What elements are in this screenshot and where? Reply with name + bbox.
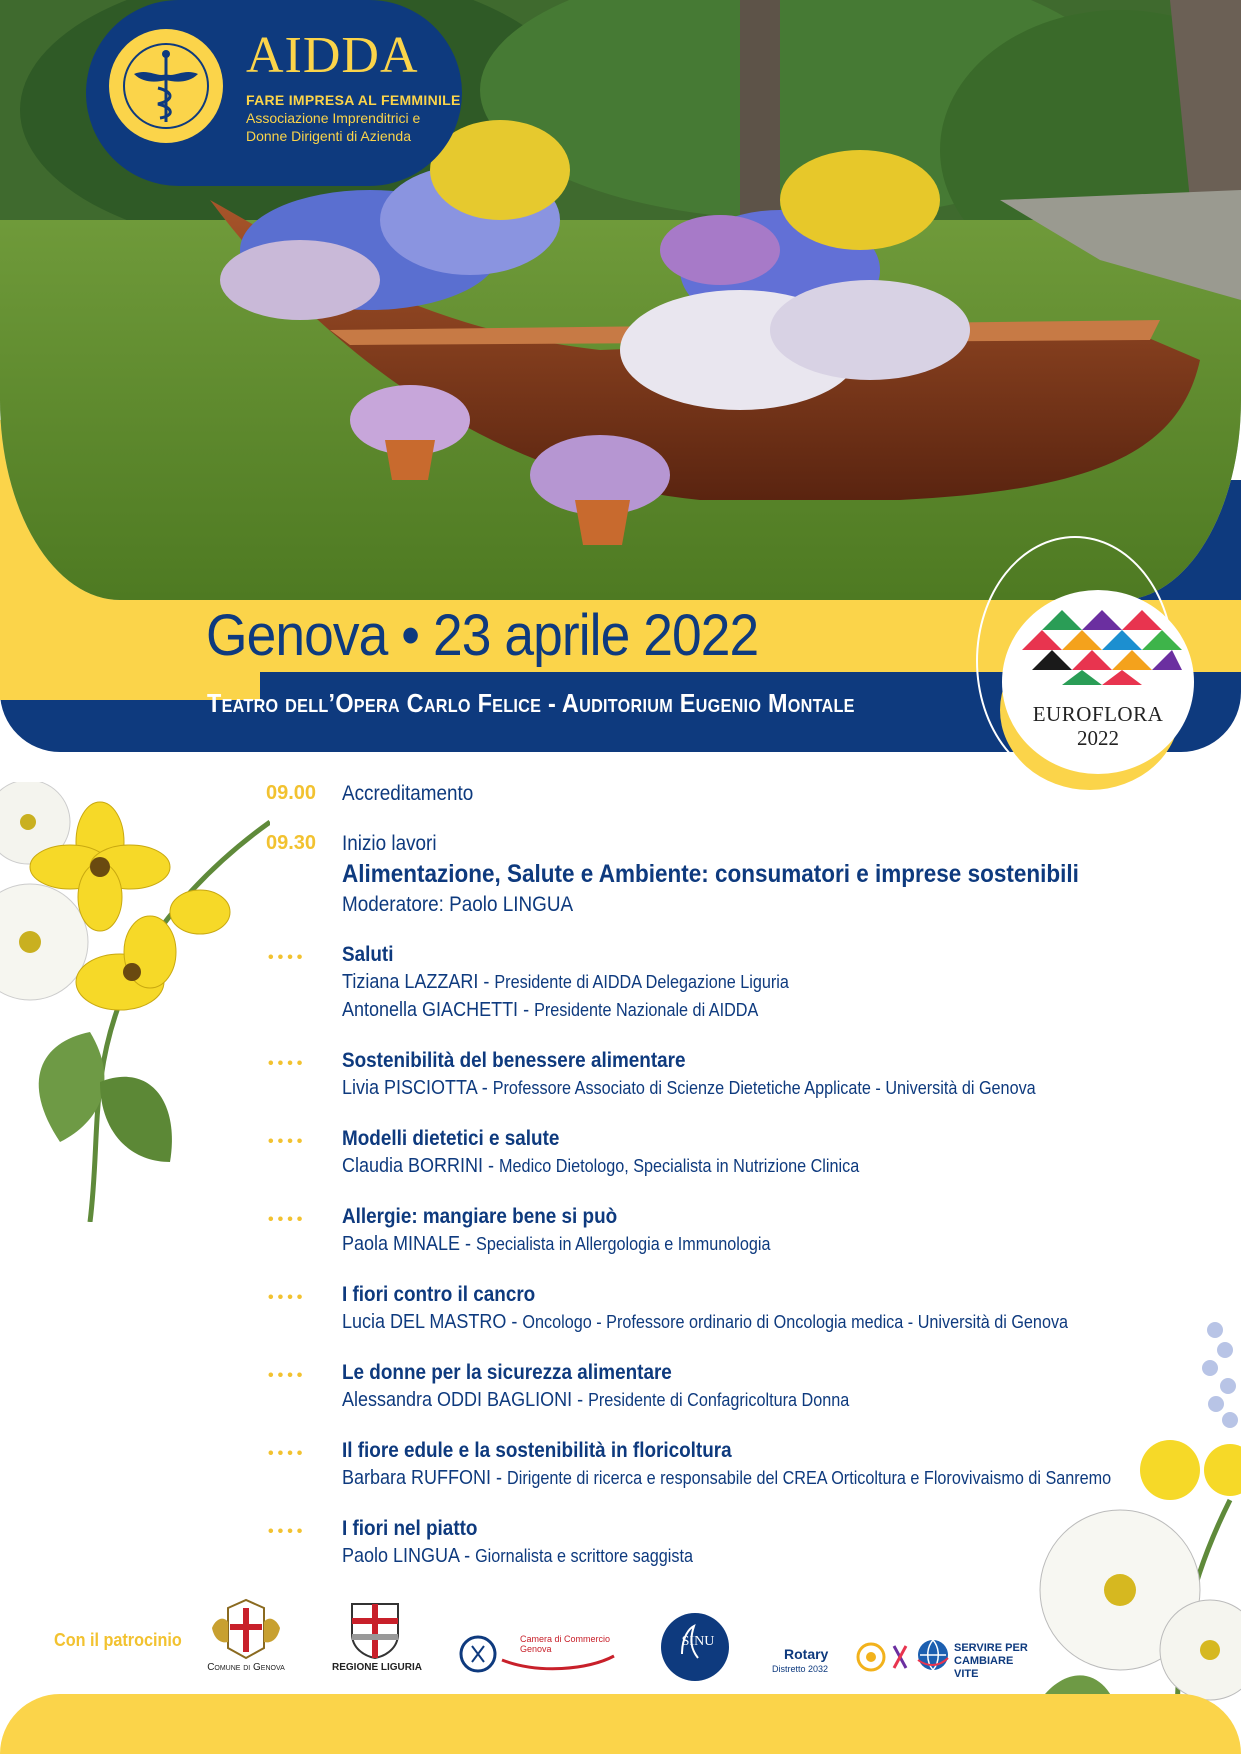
euroflora-name: EUROFLORA [1032, 702, 1164, 726]
sponsor-camera-commercio [458, 1630, 618, 1678]
patronage-label: Con il patrocinio [54, 1630, 182, 1650]
speaker-name: Paola MINALE [342, 1233, 461, 1255]
rotary-wheel-icon [856, 1642, 886, 1672]
session-title: I fiori contro il cancro [342, 1283, 536, 1306]
session-title: Modelli dietetici e salute [342, 1127, 560, 1150]
event-city-date: Genova • 23 aprile 2022 [206, 603, 759, 668]
sponsor-caption: Camera di Commercio Genova [520, 1634, 611, 1654]
speaker-separator: - [506, 1311, 523, 1333]
speaker-separator: - [483, 1155, 500, 1177]
speaker-name: Antonella GIACHETTI [342, 999, 519, 1021]
speaker-name: Tiziana LAZZARI [342, 971, 479, 993]
session-title: Allergie: mangiare bene si può [342, 1205, 618, 1228]
bullet-dots: •••• [268, 1211, 307, 1228]
aidda-tagline: FARE IMPRESA AL FEMMINILE [246, 92, 461, 108]
speaker-separator: - [460, 1233, 477, 1255]
sponsor-caption: Comune di Genova [207, 1662, 285, 1673]
aidda-logo [86, 0, 462, 186]
footer-yellow-band [0, 1694, 1241, 1754]
session-title: Le donne per la sicurezza alimentare [342, 1361, 672, 1384]
sponsor-comune-genova [206, 1598, 286, 1676]
session-title: Sostenibilità del benessere alimentare [342, 1049, 686, 1072]
speaker-name: Livia PISCIOTTA [342, 1077, 477, 1099]
speaker-name: Barbara RUFFONI [342, 1467, 492, 1489]
globe-icon [916, 1638, 950, 1672]
bullet-dots: •••• [268, 1445, 307, 1462]
session-title: Il fiore edule e la sostenibilità in floricoltura [342, 1439, 732, 1462]
speaker-name: Paolo LINGUA [342, 1545, 460, 1567]
session-title: I fiori nel piatto [342, 1517, 478, 1540]
aidda-subtitle-1: Associazione Imprenditrici e [246, 110, 421, 126]
fcem-seal-icon [108, 28, 224, 144]
white-flower-illustration [1030, 1320, 1241, 1754]
speaker-role: Presidente di Confagricoltura Donna [588, 1390, 850, 1410]
aidda-subtitle-2: Donne Dirigenti di Azienda [246, 128, 411, 144]
speaker-separator: - [491, 1467, 508, 1489]
bullet-dots: •••• [268, 1055, 307, 1072]
speaker-role: Oncologo - Professore ordinario di Oncologia medica - Università di Genova [522, 1312, 1069, 1332]
time-label: 09.30 [266, 832, 317, 854]
speaker-name: Claudia BORRINI [342, 1155, 484, 1177]
speaker-role: Dirigente di ricerca e responsabile del CREA Orticoltura e Florovivaismo di Sanremo [507, 1468, 1112, 1488]
euroflora-badge [1002, 590, 1194, 774]
bullet-dots: •••• [268, 1523, 307, 1540]
sponsor-rotary [770, 1636, 906, 1680]
speaker-role: Presidente di AIDDA Delegazione Liguria [494, 972, 789, 992]
bullet-dots: •••• [268, 1367, 307, 1384]
speaker-separator: - [572, 1389, 589, 1411]
sponsor-subcaption: Distretto 2032 [772, 1664, 829, 1674]
sponsor-caption: Rotary [784, 1646, 829, 1662]
speaker-role: Specialista in Allergologia e Immunologia [476, 1234, 771, 1254]
event-venue: Teatro dell’Opera Carlo Felice - Auditorium Eugenio Montale [207, 688, 855, 718]
session-title: Saluti [342, 943, 394, 966]
time-label: 09.00 [266, 782, 317, 804]
euroflora-year: 2022 [1077, 726, 1119, 750]
sponsor-regione-liguria [332, 1600, 423, 1676]
rotary-emblem-icon [890, 1642, 910, 1672]
speaker-separator: - [476, 1077, 493, 1099]
bullet-dots: •••• [268, 1133, 307, 1150]
program-moderator: Moderatore: Paolo LINGUA [342, 893, 574, 916]
liguria-shield-icon [338, 1600, 412, 1660]
speaker-separator: - [518, 999, 535, 1021]
start-label: Inizio lavori [342, 832, 437, 855]
program-main-title: Alimentazione, Salute e Ambiente: consumatori e imprese sostenibili [342, 860, 1079, 888]
sponsor-caption: SINU [681, 1634, 715, 1649]
speaker-name: Alessandra ODDI BAGLIONI [342, 1389, 573, 1411]
genova-crest-icon [206, 1598, 286, 1660]
speaker-role: Medico Dietologo, Specialista in Nutrizione Clinica [499, 1156, 860, 1176]
aidda-title: AIDDA [246, 27, 419, 84]
sponsor-servire [916, 1638, 1036, 1678]
speaker-role: Professore Associato di Scienze Dietetiche Applicate - Università di Genova [492, 1078, 1036, 1098]
sponsor-sinu [660, 1612, 730, 1682]
yellow-flower-illustration [0, 782, 270, 1222]
bullet-dots: •••• [268, 1289, 307, 1306]
bullet-dots: •••• [268, 949, 307, 966]
sponsor-caption: SERVIRE PER CAMBIARE VITE [954, 1642, 1028, 1680]
speaker-separator: - [478, 971, 495, 993]
speaker-name: Lucia DEL MASTRO [342, 1311, 507, 1333]
accreditation-label: Accreditamento [342, 782, 474, 805]
speaker-role: Giornalista e scrittore saggista [475, 1546, 693, 1566]
speaker-role: Presidente Nazionale di AIDDA [534, 1000, 759, 1020]
sponsor-caption: REGIONE LIGURIA [332, 1662, 423, 1673]
speaker-separator: - [459, 1545, 476, 1567]
